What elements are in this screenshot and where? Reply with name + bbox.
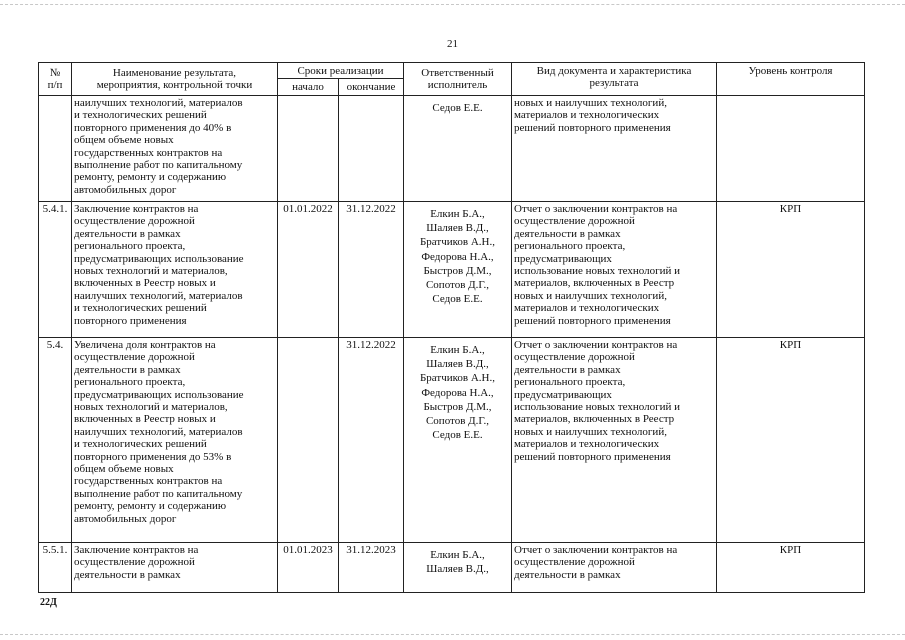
header-row	[39, 63, 865, 79]
row-name: Заключение контрактов на осуществление дорожной деятельности в рамках	[72, 543, 278, 593]
table-row	[39, 96, 865, 202]
header-responsible: Ответственный исполнитель	[404, 63, 512, 96]
page-number: 21	[447, 38, 458, 50]
row-responsible: Елкин Б.А., Шаляев В.Д., Братчиков А.Н., Федорова Н.А., Быстров Д.М., Сопотов Д.Г., Седов Е.Е.	[404, 338, 512, 543]
row-end	[339, 96, 404, 202]
plan-table	[38, 62, 865, 593]
scan-edge-top	[0, 4, 905, 5]
row-document: Отчет о заключении контрактов на осуществление дорожной деятельности в рамках регионального проекта, предусматривающих использование новых технологий и материалов, включенных в Реестр новых и наилучших технологий, материалов и технологических решений повторного применения	[512, 202, 717, 338]
row-name: Заключение контрактов на осуществление дорожной деятельности в рамках регионального проекта, предусматривающих использование новых технологий и материалов, включенных в Реестр новых и наилучших технологий, материалов и технологических решений повторного применения	[72, 202, 278, 338]
row-num: 5.4.1.	[39, 202, 72, 338]
row-responsible: Елкин Б.А., Шаляев В.Д., Братчиков А.Н., Федорова Н.А., Быстров Д.М., Сопотов Д.Г., Седов Е.Е.	[404, 202, 512, 338]
header-start: начало	[278, 79, 339, 96]
header-name: Наименование результата, мероприятия, контрольной точки	[72, 63, 278, 96]
row-num: 5.5.1.	[39, 543, 72, 593]
row-end: 31.12.2022	[339, 202, 404, 338]
row-num: 5.4.	[39, 338, 72, 543]
table-row	[39, 338, 865, 543]
row-end: 31.12.2023	[339, 543, 404, 593]
row-control: КРП	[717, 202, 865, 338]
row-control: КРП	[717, 543, 865, 593]
row-document: Отчет о заключении контрактов на осуществление дорожной деятельности в рамках регионального проекта, предусматривающих использование новых технологий и материалов, включенных в Реестр новых и наилучших технологий, материалов и технологических решений повторного применения	[512, 338, 717, 543]
row-name: наилучших технологий, материалов и технологических решений повторного применения до 40% в общем объеме новых государственных контрактов на выполнение работ по капитальному ремонту, ремонту и содержанию автомобильных дорог	[72, 96, 278, 202]
header-document: Вид документа и характеристика результата	[512, 63, 717, 96]
row-start: 01.01.2022	[278, 202, 339, 338]
row-start	[278, 338, 339, 543]
header-period: Сроки реализации	[278, 63, 404, 79]
row-control	[717, 96, 865, 202]
header-control: Уровень контроля	[717, 63, 865, 96]
table-row	[39, 202, 865, 338]
header-num: № п/п	[39, 63, 72, 96]
table-row	[39, 543, 865, 593]
row-responsible: Елкин Б.А., Шаляев В.Д.,	[404, 543, 512, 593]
row-name: Увеличена доля контрактов на осуществление дорожной деятельности в рамках регионального проекта, предусматривающих использование новых технологий и материалов, включенных в Реестр новых и наилучших технологий, материалов и технологических решений повторного применения до 53% в общем объеме новых государственных контрактов на выполнение работ по капитальному ремонту, ремонту и содержанию автомобильных дорог	[72, 338, 278, 543]
row-end: 31.12.2022	[339, 338, 404, 543]
header-end: окончание	[339, 79, 404, 96]
row-start	[278, 96, 339, 202]
row-responsible: Седов Е.Е.	[404, 96, 512, 202]
scan-edge-bottom	[0, 634, 905, 635]
row-start: 01.01.2023	[278, 543, 339, 593]
row-document: новых и наилучших технологий, материалов и технологических решений повторного применения	[512, 96, 717, 202]
row-control: КРП	[717, 338, 865, 543]
row-num	[39, 96, 72, 202]
row-document: Отчет о заключении контрактов на осуществление дорожной деятельности в рамках	[512, 543, 717, 593]
footer-code: 22Д	[40, 597, 57, 608]
